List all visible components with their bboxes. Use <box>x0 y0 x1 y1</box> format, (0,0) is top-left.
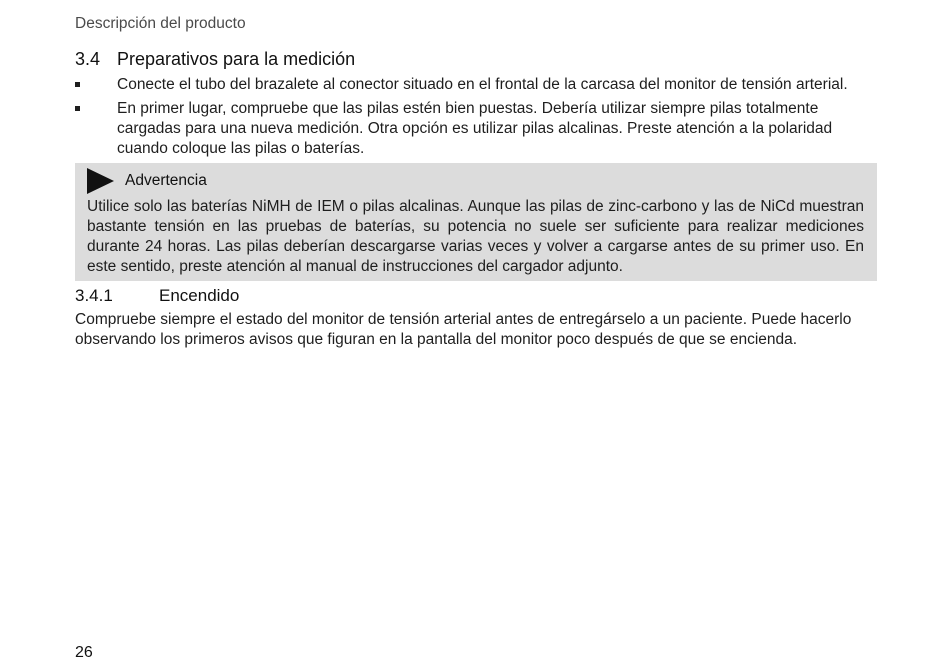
bullet-square-icon <box>75 106 80 111</box>
subsection-number: 3.4.1 <box>75 286 113 305</box>
warning-box <box>75 163 877 281</box>
section-title: Preparativos para la medición <box>117 49 356 69</box>
page-header: Descripción del producto <box>75 15 246 32</box>
warning-text: Utilice solo las baterías NiMH de IEM o pilas alcalinas. Aunque las pilas de zinc-carbono y las de NiCd muestran bastante tensión en las pruebas de baterías, su potencia no suele ser suficiente para realizar mediciones durante 24 horas. Las pilas deberían descargarse varias veces y volver a cargarse antes de su primer uso. En este sentido, preste atención al manual de instrucciones del cargador adjunto. <box>87 198 864 275</box>
bullet-square-icon <box>75 82 80 87</box>
page-number: 26 <box>75 644 93 661</box>
bullet-item <box>75 75 875 95</box>
subsection-heading <box>75 286 239 306</box>
section-heading <box>75 49 355 70</box>
bullet-text: En primer lugar, compruebe que las pilas estén bien puestas. Debería utilizar siempre pilas totalmente cargadas para una nueva medición. Otra opción es utilizar pilas alcalinas. Preste atención a la polaridad cuando coloque las pilas o baterías. <box>117 100 833 157</box>
subsection-text: Compruebe siempre el estado del monitor de tensión arterial antes de entregárselo a un paciente. Puede hacerlo observando los primeros avisos que figuran en la pantalla del monitor poco después de que se encienda. <box>75 311 852 348</box>
section-number: 3.4 <box>75 49 101 69</box>
warning-header <box>87 168 207 194</box>
bullet-list <box>75 75 875 163</box>
warning-arrow-icon <box>87 168 114 194</box>
warning-title: Advertencia <box>125 172 207 189</box>
subsection-title: Encendido <box>159 286 240 305</box>
bullet-text: Conecte el tubo del brazalete al conector situado en el frontal de la carcasa del monitor de tensión arterial. <box>117 76 848 93</box>
bullet-item <box>75 99 875 159</box>
